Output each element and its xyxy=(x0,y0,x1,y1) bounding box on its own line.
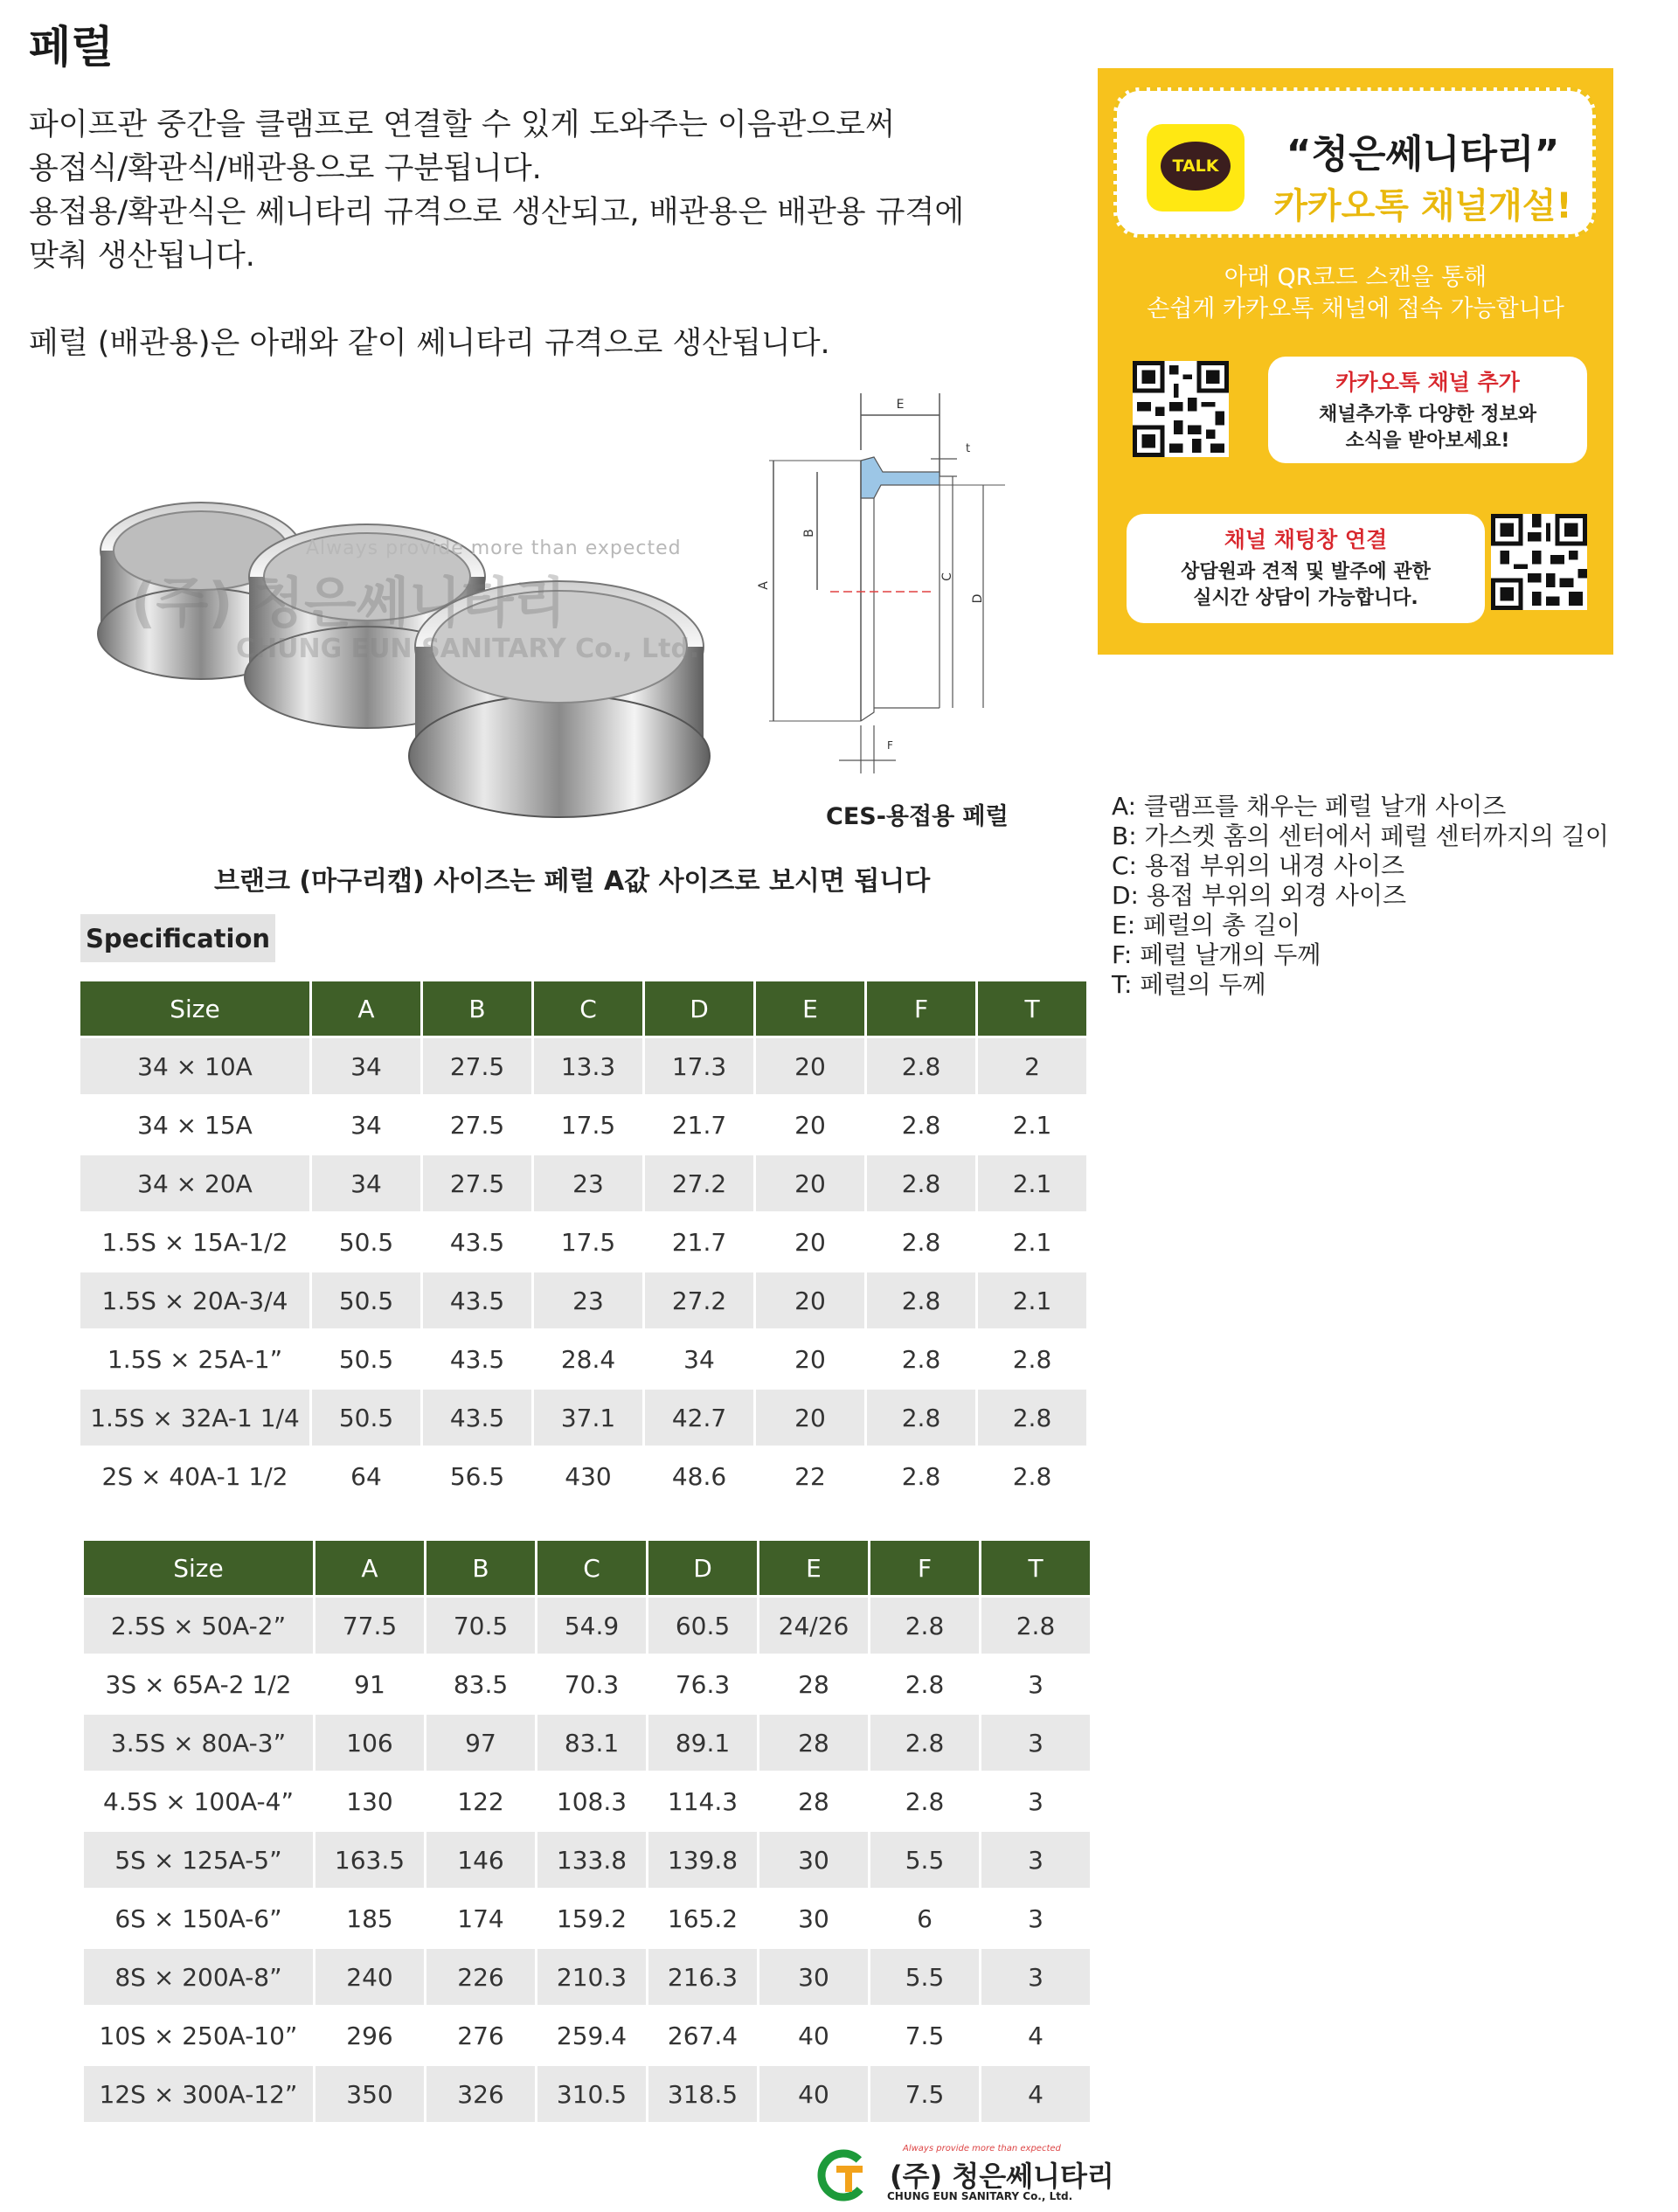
watermark-slogan: Always provide more than expected xyxy=(306,537,682,559)
table-row xyxy=(80,1272,1086,1328)
cell-e: 20 xyxy=(756,1214,864,1270)
table-row xyxy=(80,1390,1086,1446)
card-title: 채널 채팅창 연결 xyxy=(1224,527,1388,552)
cell-size: 1.5S × 15A-1/2 xyxy=(80,1214,309,1270)
card-text: 상담원과 견적 및 발주에 관한 xyxy=(1181,561,1431,583)
table-row xyxy=(80,1038,1086,1094)
cell-d: 27.2 xyxy=(645,1272,753,1328)
card-text: 소식을 받아보세요! xyxy=(1345,430,1510,452)
cell-c: 17.5 xyxy=(534,1214,642,1270)
cell-c: 83.1 xyxy=(537,1715,646,1771)
cell-a: 34 xyxy=(312,1155,420,1211)
cell-a: 64 xyxy=(312,1448,420,1504)
cell-b: 174 xyxy=(426,1890,535,1946)
header-f: F xyxy=(867,981,975,1036)
cell-e: 20 xyxy=(756,1331,864,1387)
watermark-name: (주) 청은쎄니타리 xyxy=(131,571,566,634)
cell-c: 23 xyxy=(534,1155,642,1211)
legend-item: F: 페럴 날개의 두께 xyxy=(1112,940,1321,969)
cell-size: 34 × 20A xyxy=(80,1155,309,1211)
cell-t: 3 xyxy=(981,1832,1090,1888)
drawing-label-b: B xyxy=(802,529,816,537)
cell-c: 70.3 xyxy=(537,1656,646,1712)
cell-e: 20 xyxy=(756,1155,864,1211)
cell-a: 34 xyxy=(312,1097,420,1153)
intro-note: 페럴 (배관용)은 아래와 같이 쎄니타리 규격으로 생산됩니다. xyxy=(29,326,830,361)
company-logo-icon xyxy=(817,2148,878,2202)
header-b: B xyxy=(423,981,531,1036)
cell-t: 2 xyxy=(978,1038,1086,1094)
cell-f: 2.8 xyxy=(867,1214,975,1270)
intro-text xyxy=(29,103,1078,365)
kakaotalk-icon xyxy=(1147,124,1245,211)
spec-table-1 xyxy=(78,979,1089,1507)
cell-t: 2.1 xyxy=(978,1272,1086,1328)
card-text: 채널추가후 다양한 정보와 xyxy=(1318,404,1537,426)
legend-item: E: 페럴의 총 길이 xyxy=(1112,911,1301,940)
header-d: D xyxy=(648,1541,757,1595)
table-row xyxy=(84,2007,1090,2063)
cell-f: 2.8 xyxy=(867,1038,975,1094)
cell-b: 43.5 xyxy=(423,1331,531,1387)
cell-f: 2.8 xyxy=(867,1390,975,1446)
cell-c: 159.2 xyxy=(537,1890,646,1946)
cell-a: 240 xyxy=(315,1949,424,2005)
card-text: 실시간 상담이 가능합니다. xyxy=(1193,587,1418,609)
cell-a: 106 xyxy=(315,1715,424,1771)
cell-e: 28 xyxy=(759,1773,868,1829)
legend-item: D: 용접 부위의 외경 사이즈 xyxy=(1112,881,1407,910)
legend-item: A: 클램프를 채우는 페럴 날개 사이즈 xyxy=(1112,792,1507,821)
cell-size: 3.5S × 80A-3” xyxy=(84,1715,313,1771)
cell-c: 310.5 xyxy=(537,2066,646,2122)
qr-code-icon[interactable] xyxy=(1133,361,1229,457)
cell-size: 1.5S × 20A-3/4 xyxy=(80,1272,309,1328)
cell-c: 37.1 xyxy=(534,1390,642,1446)
cell-c: 28.4 xyxy=(534,1331,642,1387)
qr-code-icon[interactable] xyxy=(1491,514,1587,610)
watermark-en: CHUNG EUN SANITARY Co., Ltd. xyxy=(236,634,700,664)
kakao-add-channel-card[interactable] xyxy=(1268,357,1587,463)
cell-b: 43.5 xyxy=(423,1390,531,1446)
cell-t: 3 xyxy=(981,1890,1090,1946)
cell-e: 40 xyxy=(759,2066,868,2122)
card-title: 카카오톡 채널 추가 xyxy=(1335,370,1520,395)
legend-item: C: 용접 부위의 내경 사이즈 xyxy=(1112,851,1405,880)
cell-b: 70.5 xyxy=(426,1598,535,1654)
cell-a: 185 xyxy=(315,1890,424,1946)
cell-t: 4 xyxy=(981,2066,1090,2122)
cell-b: 122 xyxy=(426,1773,535,1829)
drawing-caption: CES-용접용 페럴 xyxy=(826,803,1009,830)
cell-f: 2.8 xyxy=(870,1715,979,1771)
cell-f: 7.5 xyxy=(870,2007,979,2063)
cell-b: 276 xyxy=(426,2007,535,2063)
cell-d: 17.3 xyxy=(645,1038,753,1094)
drawing-label-e: E xyxy=(896,398,905,412)
cell-f: 2.8 xyxy=(867,1272,975,1328)
header-d: D xyxy=(645,981,753,1036)
drawing-label-d: D xyxy=(971,593,985,604)
cell-t: 3 xyxy=(981,1656,1090,1712)
header-f: F xyxy=(870,1541,979,1595)
header-e: E xyxy=(756,981,864,1036)
promo-channel-text: 카카오톡 채널개설! xyxy=(1273,186,1572,226)
cell-d: 21.7 xyxy=(645,1097,753,1153)
cell-t: 4 xyxy=(981,2007,1090,2063)
cell-t: 3 xyxy=(981,1715,1090,1771)
cell-a: 91 xyxy=(315,1656,424,1712)
table-row xyxy=(84,1949,1090,2005)
cell-t: 3 xyxy=(981,1773,1090,1829)
cell-b: 43.5 xyxy=(423,1214,531,1270)
table-row xyxy=(84,1773,1090,1829)
cell-size: 1.5S × 25A-1” xyxy=(80,1331,309,1387)
drawing-label-c: C xyxy=(940,572,954,581)
cell-f: 6 xyxy=(870,1890,979,1946)
cell-f: 2.8 xyxy=(870,1656,979,1712)
dimension-legend xyxy=(1112,792,1609,1000)
cell-f: 2.8 xyxy=(867,1097,975,1153)
promo-company-name: “청은쎄니타리” xyxy=(1286,132,1560,177)
table-row xyxy=(84,1656,1090,1712)
cell-b: 226 xyxy=(426,1949,535,2005)
cell-a: 50.5 xyxy=(312,1214,420,1270)
header-b: B xyxy=(426,1541,535,1595)
cell-e: 20 xyxy=(756,1272,864,1328)
table-row xyxy=(84,1890,1090,1946)
cell-f: 2.8 xyxy=(870,1598,979,1654)
cell-e: 20 xyxy=(756,1038,864,1094)
cell-a: 296 xyxy=(315,2007,424,2063)
cell-f: 2.8 xyxy=(867,1331,975,1387)
cell-b: 27.5 xyxy=(423,1097,531,1153)
cell-d: 89.1 xyxy=(648,1715,757,1771)
drawing-label-f: F xyxy=(887,739,893,752)
cell-b: 43.5 xyxy=(423,1272,531,1328)
cell-c: 133.8 xyxy=(537,1832,646,1888)
table-row xyxy=(84,2066,1090,2122)
cell-c: 13.3 xyxy=(534,1038,642,1094)
cell-b: 83.5 xyxy=(426,1656,535,1712)
cell-t: 3 xyxy=(981,1949,1090,2005)
cell-d: 21.7 xyxy=(645,1214,753,1270)
promo-header xyxy=(1113,87,1596,238)
table-row xyxy=(84,1598,1090,1654)
cell-size: 12S × 300A-12” xyxy=(84,2066,313,2122)
cell-e: 30 xyxy=(759,1890,868,1946)
cell-f: 5.5 xyxy=(870,1949,979,2005)
cell-e: 30 xyxy=(759,1949,868,2005)
table-row xyxy=(80,1331,1086,1387)
page-title: 페럴 xyxy=(29,22,114,73)
cell-size: 3S × 65A-2 1/2 xyxy=(84,1656,313,1712)
table-row xyxy=(80,1097,1086,1153)
cell-e: 40 xyxy=(759,2007,868,2063)
cell-c: 430 xyxy=(534,1448,642,1504)
promo-desc-line: 아래 QR코드 스캔을 통해 xyxy=(1224,264,1487,291)
header-e: E xyxy=(759,1541,868,1595)
intro-line: 맞춰 생산됩니다. xyxy=(29,239,255,274)
intro-line: 파이프관 중간을 클램프로 연결할 수 있게 도와주는 이음관으로써 xyxy=(29,107,895,142)
header-a: A xyxy=(312,981,420,1036)
ferrule-drawing xyxy=(752,389,1049,791)
header-t: T xyxy=(981,1541,1090,1595)
cell-size: 4.5S × 100A-4” xyxy=(84,1773,313,1829)
cell-f: 2.8 xyxy=(867,1448,975,1504)
cell-size: 34 × 15A xyxy=(80,1097,309,1153)
cell-d: 165.2 xyxy=(648,1890,757,1946)
cell-a: 50.5 xyxy=(312,1272,420,1328)
cell-c: 108.3 xyxy=(537,1773,646,1829)
cell-size: 34 × 10A xyxy=(80,1038,309,1094)
cell-b: 146 xyxy=(426,1832,535,1888)
cell-c: 54.9 xyxy=(537,1598,646,1654)
cell-size: 2S × 40A-1 1/2 xyxy=(80,1448,309,1504)
footer-company-name: (주) 청은쎄니타리 xyxy=(890,2160,1114,2193)
footer-slogan: Always provide more than expected xyxy=(903,2144,1061,2153)
cell-d: 76.3 xyxy=(648,1656,757,1712)
cell-f: 2.8 xyxy=(867,1155,975,1211)
cell-t: 2.1 xyxy=(978,1155,1086,1211)
cell-a: 163.5 xyxy=(315,1832,424,1888)
cell-d: 60.5 xyxy=(648,1598,757,1654)
cell-t: 2.1 xyxy=(978,1097,1086,1153)
kakao-promo-banner[interactable] xyxy=(1098,68,1613,655)
spec-table-2 xyxy=(81,1538,1092,2125)
cell-e: 24/26 xyxy=(759,1598,868,1654)
cell-b: 326 xyxy=(426,2066,535,2122)
cell-d: 114.3 xyxy=(648,1773,757,1829)
promo-description xyxy=(1098,262,1613,325)
table-row xyxy=(80,1155,1086,1211)
cell-b: 27.5 xyxy=(423,1155,531,1211)
cell-b: 27.5 xyxy=(423,1038,531,1094)
cell-a: 34 xyxy=(312,1038,420,1094)
cell-e: 20 xyxy=(756,1097,864,1153)
talk-label: TALK xyxy=(1172,156,1219,176)
cell-t: 2.8 xyxy=(981,1598,1090,1654)
spec-label: Specification xyxy=(80,914,275,962)
intro-line: 용접용/확관식은 쎄니타리 규격으로 생산되고, 배관용은 배관용 규격에 xyxy=(29,195,965,230)
header-a: A xyxy=(315,1541,424,1595)
cell-d: 318.5 xyxy=(648,2066,757,2122)
legend-item: B: 가스켓 홈의 센터에서 페럴 센터까지의 길이 xyxy=(1112,822,1609,850)
cell-e: 22 xyxy=(756,1448,864,1504)
legend-item: T: 페럴의 두께 xyxy=(1112,970,1266,999)
cell-d: 34 xyxy=(645,1331,753,1387)
cell-e: 20 xyxy=(756,1390,864,1446)
cell-b: 56.5 xyxy=(423,1448,531,1504)
header-c: C xyxy=(534,981,642,1036)
cell-c: 259.4 xyxy=(537,2007,646,2063)
cell-size: 1.5S × 32A-1 1/4 xyxy=(80,1390,309,1446)
cell-d: 42.7 xyxy=(645,1390,753,1446)
intro-line: 용접식/확관식/배관용으로 구분됩니다. xyxy=(29,151,542,186)
table-row xyxy=(84,1832,1090,1888)
cell-t: 2.8 xyxy=(978,1331,1086,1387)
cell-a: 130 xyxy=(315,1773,424,1829)
cell-a: 50.5 xyxy=(312,1390,420,1446)
drawing-label-t: t xyxy=(966,442,971,455)
drawing-label-a: A xyxy=(757,581,771,590)
cell-t: 2.8 xyxy=(978,1448,1086,1504)
table-row xyxy=(84,1715,1090,1771)
cell-a: 77.5 xyxy=(315,1598,424,1654)
cell-size: 5S × 125A-5” xyxy=(84,1832,313,1888)
kakao-chat-card[interactable] xyxy=(1127,514,1485,623)
footer-company-en: CHUNG EUN SANITARY Co., Ltd. xyxy=(887,2190,1073,2202)
cell-f: 2.8 xyxy=(870,1773,979,1829)
cell-f: 5.5 xyxy=(870,1832,979,1888)
cell-d: 27.2 xyxy=(645,1155,753,1211)
cell-size: 2.5S × 50A-2” xyxy=(84,1598,313,1654)
header-c: C xyxy=(537,1541,646,1595)
cell-b: 97 xyxy=(426,1715,535,1771)
cell-d: 216.3 xyxy=(648,1949,757,2005)
cell-c: 17.5 xyxy=(534,1097,642,1153)
cell-size: 6S × 150A-6” xyxy=(84,1890,313,1946)
header-size: Size xyxy=(84,1541,313,1595)
cell-c: 23 xyxy=(534,1272,642,1328)
header-t: T xyxy=(978,981,1086,1036)
cell-c: 210.3 xyxy=(537,1949,646,2005)
cell-a: 350 xyxy=(315,2066,424,2122)
promo-desc-line: 손쉽게 카카오톡 채널에 접속 가능합니다 xyxy=(1147,295,1564,322)
cell-a: 50.5 xyxy=(312,1331,420,1387)
cell-e: 30 xyxy=(759,1832,868,1888)
table-row xyxy=(80,1448,1086,1504)
cell-d: 139.8 xyxy=(648,1832,757,1888)
cell-t: 2.1 xyxy=(978,1214,1086,1270)
cell-d: 48.6 xyxy=(645,1448,753,1504)
cell-f: 7.5 xyxy=(870,2066,979,2122)
cell-size: 10S × 250A-10” xyxy=(84,2007,313,2063)
header-size: Size xyxy=(80,981,309,1036)
cell-t: 2.8 xyxy=(978,1390,1086,1446)
cell-size: 8S × 200A-8” xyxy=(84,1949,313,2005)
cell-e: 28 xyxy=(759,1656,868,1712)
cell-e: 28 xyxy=(759,1715,868,1771)
cell-d: 267.4 xyxy=(648,2007,757,2063)
subhead: 브랜크 (마구리캡) 사이즈는 페럴 A값 사이즈로 보시면 됩니다 xyxy=(214,866,931,897)
table-row xyxy=(80,1214,1086,1270)
